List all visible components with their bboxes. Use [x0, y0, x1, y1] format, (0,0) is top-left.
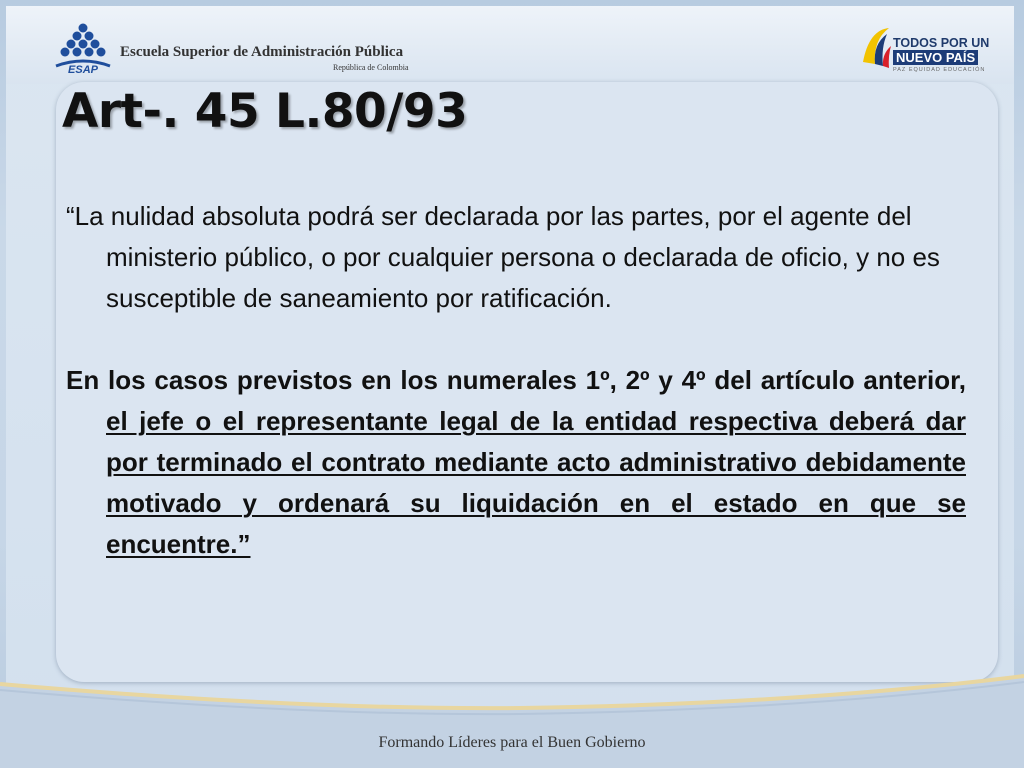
footer-wave	[0, 670, 1024, 768]
paragraph-emphasis-underlined: el jefe o el representante legal de la entidad respectiva deberá dar por terminado el contrato mediante acto administrativo debidamente motivado y ordenará su liquidación en el estado en que se encuentre.”	[106, 406, 966, 559]
gov-slogan-line3: PAZ EQUIDAD EDUCACIÓN	[893, 67, 986, 73]
paragraph-emphasis-plain: En los casos previstos en los numerales 1º, 2º y 4º del artículo anterior,	[66, 365, 966, 395]
paragraph-quote: “La nulidad absoluta podrá ser declarada por las partes, por el agente del ministerio público, o por cualquier persona o declarada de oficio, y no es susceptible de saneamiento por ratificación.	[66, 201, 940, 313]
gov-slogan-line1: TODOS POR UN	[893, 36, 990, 50]
paragraph-emphasis	[66, 360, 966, 565]
org-name: Escuela Superior de Administración Pública	[120, 44, 404, 60]
slide-body	[66, 196, 966, 565]
logo-letters: ESAP	[68, 64, 98, 74]
org-subtitle: República de Colombia	[333, 63, 409, 72]
esap-logo	[52, 22, 114, 74]
gov-slogan-line2: NUEVO PAÍS	[893, 50, 978, 65]
slide-title: Art-. 45 L.80/93	[62, 84, 468, 139]
footer-tagline: Formando Líderes para el Buen Gobierno	[378, 734, 646, 751]
